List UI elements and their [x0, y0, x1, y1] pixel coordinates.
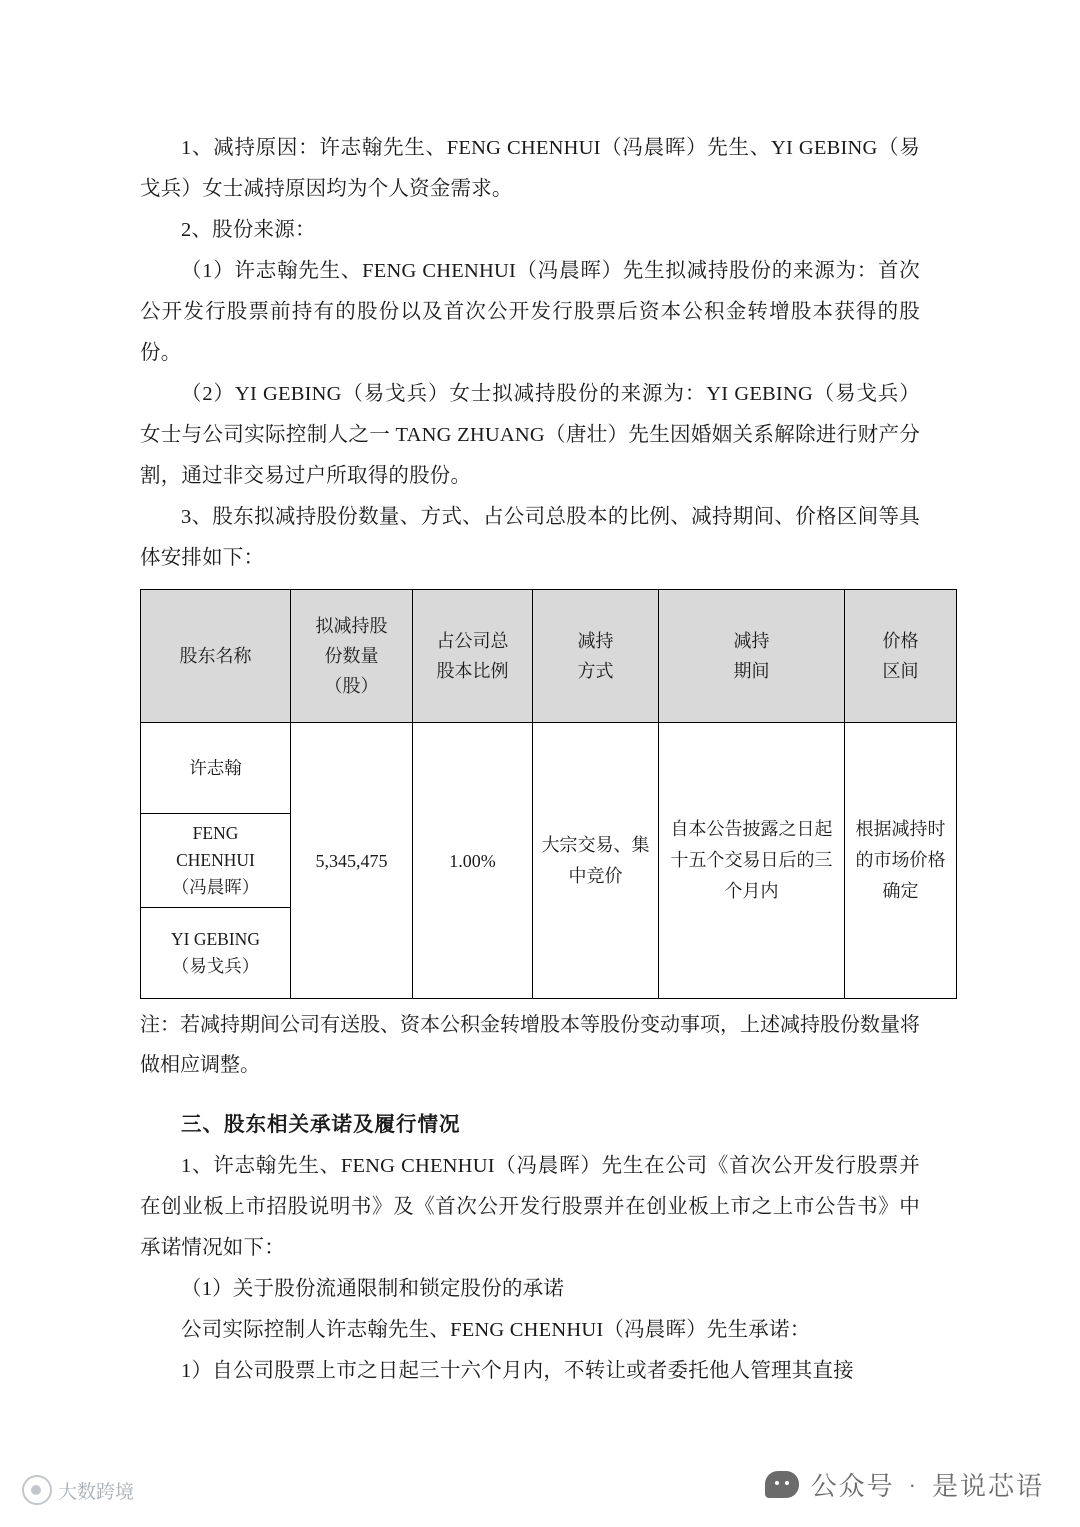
header-line: 区间: [882, 661, 919, 681]
cell-ratio: 1.00%: [413, 723, 533, 999]
chat-bubble-icon: [765, 1471, 799, 1498]
header-ratio: [413, 590, 533, 723]
header-line: 股本比例: [436, 661, 509, 681]
paragraph-reason: 1、减持原因：许志翰先生、FENG CHENHUI（冯晨晖）先生、YI GEBING（易戈兵）女士减持原因均为个人资金需求。: [140, 137, 920, 200]
paragraph-arrangement: 3、股东拟减持股份数量、方式、占公司总股本的比例、减持期间、价格区间等具体安排如下：: [140, 506, 920, 569]
header-amount: [291, 590, 413, 723]
header-price-range: [845, 590, 957, 723]
share-reduction-table-wrapper: [140, 589, 946, 999]
cell-period: 自本公告披露之日起十五个交易日后的三个月内: [659, 723, 845, 999]
header-line: 期间: [733, 661, 770, 681]
paragraph-source-title: 2、股份来源：: [181, 219, 316, 241]
watermark-left: [22, 1475, 134, 1505]
shareholder-line: FENG: [192, 823, 239, 843]
header-line: 方式: [577, 661, 614, 681]
header-line: 占公司总: [436, 631, 509, 651]
shareholder-line: YI GEBING: [171, 929, 260, 949]
table-header-row: [141, 590, 957, 723]
paragraph-commitment-1: 1、许志翰先生、FENG CHENHUI（冯晨晖）先生在公司《首次公开发行股票并在创业板上市招股说明书》及《首次公开发行股票并在创业板上市之上市公告书》中承诺情况如下：: [140, 1155, 920, 1259]
cell-shareholder-3: [141, 908, 291, 999]
watermark-right-name: 是说芯语: [931, 1471, 1044, 1501]
cell-amount: 5,345,475: [291, 723, 413, 999]
paragraph-commitment-3: 公司实际控制人许志翰先生、FENG CHENHUI（冯晨晖）先生承诺：: [181, 1319, 811, 1341]
table-row: [141, 723, 957, 814]
cell-shareholder-2: [141, 814, 291, 908]
logo-icon: [22, 1475, 52, 1505]
paragraph-commitment-4: 1）自公司股票上市之日起三十六个月内，不转让或者委托他人管理其直接: [181, 1360, 854, 1382]
header-line: 减持: [733, 631, 770, 651]
shareholder-line: （冯晨晖）: [171, 877, 260, 897]
paragraph-commitment-2: （1）关于股份流通限制和锁定股份的承诺: [181, 1278, 565, 1300]
watermark-right-prefix: 公众号: [810, 1471, 895, 1501]
watermark-left-text: 大数跨境: [58, 1481, 135, 1503]
share-reduction-table: [140, 589, 957, 999]
table-note: 注：若减持期间公司有送股、资本公积金转增股本等股份变动事项，上述减持股份数量将做相应调整。: [140, 1014, 920, 1076]
watermark-right: [765, 1466, 1044, 1503]
section-heading: 三、股东相关承诺及履行情况: [181, 1114, 461, 1136]
header-line: 拟减持股: [315, 616, 388, 636]
shareholder-line: 许志翰: [189, 757, 242, 778]
cell-shareholder-1: [141, 723, 291, 814]
shareholder-line: CHENHUI: [176, 850, 255, 870]
header-period: [659, 590, 845, 723]
header-line: （股）: [324, 676, 379, 696]
shareholder-line: （易戈兵）: [171, 956, 260, 976]
header-method: [533, 590, 659, 723]
header-line: 减持: [577, 631, 614, 651]
header-line: 份数量: [324, 646, 379, 666]
cell-price-range: 根据减持时的市场价格确定: [845, 723, 957, 999]
header-shareholder-name: [141, 590, 291, 723]
header-line: 价格: [882, 631, 919, 651]
header-line: 股东名称: [179, 646, 252, 666]
paragraph-source-1: （1）许志翰先生、FENG CHENHUI（冯晨晖）先生拟减持股份的来源为：首次公开发行股票前持有的股份以及首次公开发行股票后资本公积金转增股本获得的股份。: [140, 260, 920, 364]
cell-method: 大宗交易、集中竞价: [533, 723, 659, 999]
paragraph-source-2: （2）YI GEBING（易戈兵）女士拟减持股份的来源为：YI GEBING（易戈兵）女士与公司实际控制人之一 TANG ZHUANG（唐壮）先生因婚姻关系解除进行财产分割，通过非交易过户所取得的股份。: [140, 383, 920, 487]
watermark-separator: ·: [908, 1471, 918, 1497]
